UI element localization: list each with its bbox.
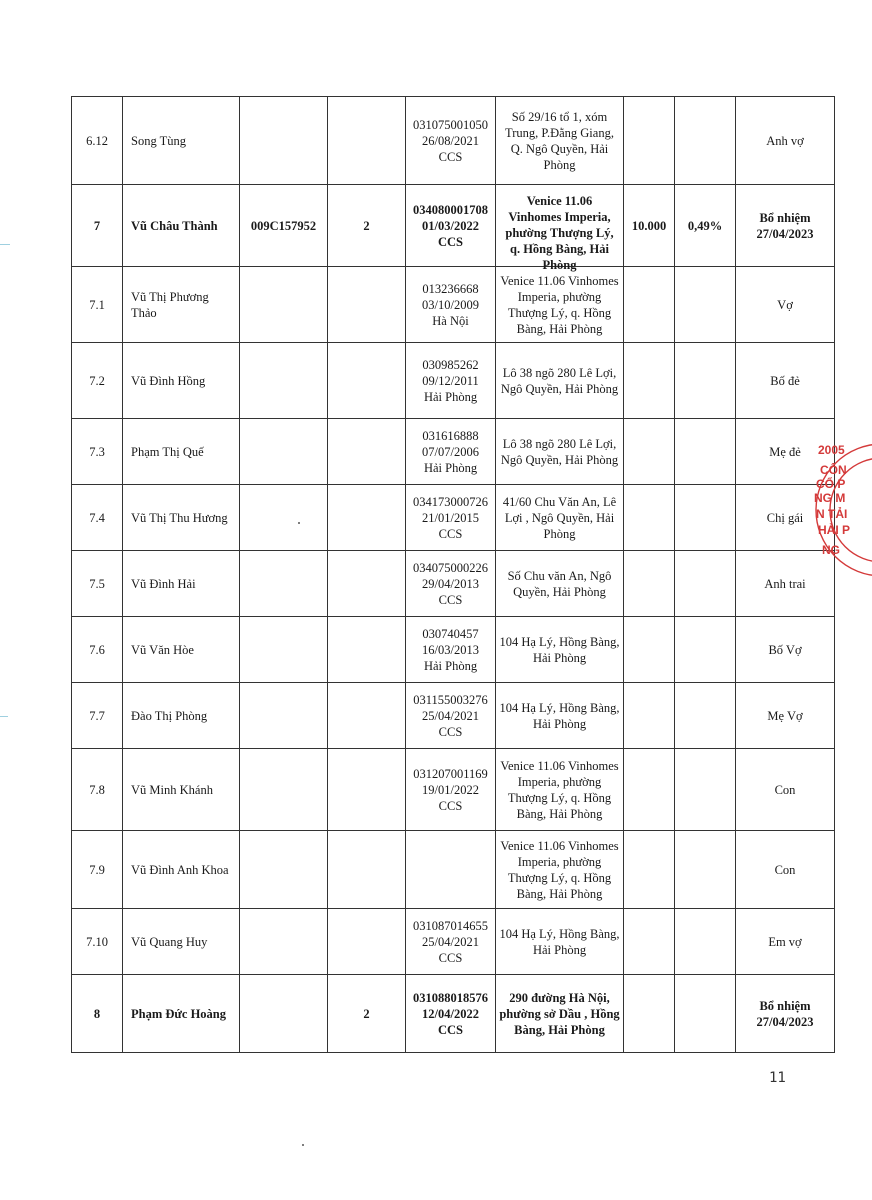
- address-text: Số Chu văn An, Ngô Quyền, Hải Phòng: [507, 568, 612, 599]
- person-name: Vũ Quang Huy: [131, 934, 208, 949]
- address-text: Lô 38 ngõ 280 Lê Lợi, Ngô Quyền, Hải Phòng: [500, 436, 619, 467]
- row-number-cell: [72, 909, 123, 975]
- issue-place: CCS: [438, 950, 463, 965]
- id-document-cell: [406, 749, 496, 831]
- scan-speck: [302, 1144, 304, 1146]
- id-document-cell: [406, 551, 496, 617]
- account-cell: [240, 267, 328, 343]
- issue-date: 01/03/2022: [422, 218, 479, 233]
- relationship-text: Bố đẻ: [770, 373, 800, 388]
- issue-place: CCS: [437, 1022, 463, 1037]
- name-cell: [123, 343, 240, 419]
- name-cell: [123, 419, 240, 485]
- quantity-cell: [328, 683, 406, 749]
- issue-place: CCS: [438, 798, 463, 813]
- person-name: Vũ Thị Phương Thảo: [131, 289, 209, 320]
- name-cell: [123, 909, 240, 975]
- relationship-text: Anh trai: [764, 576, 806, 591]
- issue-place: Hải Phòng: [423, 658, 478, 673]
- person-name: Vũ Thị Thu Hương: [131, 510, 228, 525]
- shares-cell: [624, 97, 675, 185]
- person-name: Vũ Minh Khánh: [131, 782, 213, 797]
- issue-date: 25/04/2021: [422, 708, 479, 723]
- relation-cell: [736, 683, 835, 749]
- relation-cell: [736, 975, 835, 1053]
- person-name: Vũ Đình Hải: [131, 576, 196, 591]
- percentage-cell: [675, 485, 736, 551]
- id-document-cell: [406, 343, 496, 419]
- address-text: Venice 11.06 Vinhomes Imperia, phường Thượng Lý, q. Hồng Bàng, Hải Phòng: [505, 193, 614, 272]
- shares-cell: [624, 343, 675, 419]
- address-text: Lô 38 ngõ 280 Lê Lợi, Ngô Quyền, Hải Phòng: [500, 365, 619, 396]
- shares-cell: [624, 551, 675, 617]
- row-number: 7.6: [89, 642, 105, 657]
- row-number-cell: [72, 683, 123, 749]
- relation-cell: [736, 343, 835, 419]
- address-text: Venice 11.06 Vinhomes Imperia, phường Thượng Lý, q. Hồng Bàng, Hải Phòng: [500, 758, 619, 821]
- id-number: 034075000226: [413, 560, 488, 575]
- relationship-text: Mẹ đẻ: [769, 444, 801, 459]
- id-number: 031075001050: [413, 117, 488, 132]
- row-number: 7.7: [89, 708, 105, 723]
- quantity-cell: [328, 617, 406, 683]
- table-row: [72, 551, 835, 617]
- account-cell: [240, 617, 328, 683]
- issue-place: CCS: [438, 526, 463, 541]
- person-name: Phạm Đức Hoàng: [131, 1006, 227, 1021]
- relationship-text: Con: [774, 862, 796, 877]
- name-cell: [123, 617, 240, 683]
- relationship-text: Con: [774, 782, 796, 797]
- person-name: Vũ Đình Anh Khoa: [131, 862, 229, 877]
- relation-cell: [736, 909, 835, 975]
- address-cell: [496, 975, 624, 1053]
- table-row: [72, 267, 835, 343]
- relationship-text: Bổ nhiệm 27/04/2023: [756, 998, 814, 1029]
- relationship-text: Chị gái: [766, 510, 804, 525]
- shares-cell: [624, 185, 675, 267]
- address-text: 290 đường Hà Nội, phường sở Dầu , Hồng Bàng, Hải Phòng: [499, 990, 620, 1037]
- name-cell: [123, 683, 240, 749]
- id-document-cell: [406, 419, 496, 485]
- address-text: 104 Hạ Lý, Hồng Bàng, Hải Phòng: [499, 700, 620, 731]
- address-cell: [496, 831, 624, 909]
- table-row: [72, 617, 835, 683]
- row-number: 7.5: [89, 576, 105, 591]
- id-document-cell: [406, 909, 496, 975]
- row-number-cell: [72, 831, 123, 909]
- row-number: 6.12: [86, 133, 108, 148]
- address-text: Venice 11.06 Vinhomes Imperia, phường Thượng Lý, q. Hồng Bàng, Hải Phòng: [500, 838, 619, 901]
- issue-date: 09/12/2011: [422, 373, 479, 388]
- shares-cell: [624, 267, 675, 343]
- name-cell: [123, 975, 240, 1053]
- account-cell: [240, 831, 328, 909]
- ownership-percentage: 0,49%: [687, 218, 723, 233]
- quantity-cell: [328, 831, 406, 909]
- name-cell: [123, 485, 240, 551]
- relation-cell: [736, 97, 835, 185]
- id-number: 013236668: [422, 281, 479, 296]
- address-text: Venice 11.06 Vinhomes Imperia, phường Thượng Lý, q. Hồng Bàng, Hải Phòng: [500, 273, 619, 336]
- quantity-cell: [328, 343, 406, 419]
- address-cell: [496, 551, 624, 617]
- percentage-cell: [675, 185, 736, 267]
- account-cell: [240, 97, 328, 185]
- account-cell: [240, 975, 328, 1053]
- relation-cell: [736, 185, 835, 267]
- relation-cell: [736, 267, 835, 343]
- row-number-cell: [72, 419, 123, 485]
- address-cell: [496, 617, 624, 683]
- quantity-cell: [328, 551, 406, 617]
- account-cell: [240, 909, 328, 975]
- table-body: [72, 97, 835, 1053]
- shares-cell: [624, 749, 675, 831]
- shareholder-table: [71, 96, 835, 1053]
- percentage-cell: [675, 551, 736, 617]
- quantity-value: 2: [363, 1006, 370, 1021]
- row-number: 8: [93, 1006, 101, 1021]
- issue-place: CCS: [438, 592, 463, 607]
- quantity-cell: [328, 749, 406, 831]
- account-cell: [240, 343, 328, 419]
- stamp-text-line: 2005: [818, 443, 845, 457]
- account-cell: [240, 749, 328, 831]
- quantity-cell: [328, 909, 406, 975]
- person-name: Đào Thị Phòng: [131, 708, 208, 723]
- address-cell: [496, 683, 624, 749]
- scan-margin-mark: [0, 716, 8, 717]
- id-document-cell: [406, 831, 496, 909]
- scan-margin-mark: [0, 244, 10, 245]
- shares-cell: [624, 909, 675, 975]
- row-number: 7.1: [89, 297, 105, 312]
- row-number-cell: [72, 617, 123, 683]
- issue-date: 21/01/2015: [422, 510, 479, 525]
- id-document-cell: [406, 975, 496, 1053]
- person-name: Vũ Châu Thành: [131, 218, 218, 233]
- percentage-cell: [675, 267, 736, 343]
- percentage-cell: [675, 343, 736, 419]
- id-number: 030985262: [422, 357, 479, 372]
- name-cell: [123, 831, 240, 909]
- row-number-cell: [72, 267, 123, 343]
- shares-cell: [624, 831, 675, 909]
- row-number: 7.4: [89, 510, 105, 525]
- id-document-cell: [406, 185, 496, 267]
- relationship-text: Mẹ Vợ: [767, 708, 803, 723]
- account-cell: [240, 485, 328, 551]
- issue-place: Hải Phòng: [423, 460, 478, 475]
- id-document-cell: [406, 267, 496, 343]
- scan-speck: [298, 522, 300, 524]
- id-number: 030740457: [422, 626, 479, 641]
- id-number: 031088018576: [413, 990, 488, 1005]
- relationship-text: Bổ nhiệm 27/04/2023: [756, 210, 814, 241]
- issue-date: 16/03/2013: [422, 642, 479, 657]
- person-name: Phạm Thị Quế: [131, 444, 204, 459]
- issue-date: 07/07/2006: [422, 444, 479, 459]
- quantity-cell: [328, 975, 406, 1053]
- securities-account: 009C157952: [250, 218, 317, 233]
- name-cell: [123, 97, 240, 185]
- table-row: [72, 683, 835, 749]
- address-cell: [496, 485, 624, 551]
- address-text: 41/60 Chu Văn An, Lê Lợi , Ngô Quyền, Hải Phòng: [502, 494, 617, 541]
- relation-cell: [736, 617, 835, 683]
- percentage-cell: [675, 749, 736, 831]
- issue-date: 03/10/2009: [422, 297, 479, 312]
- address-cell: [496, 909, 624, 975]
- table-row: [72, 749, 835, 831]
- id-document-cell: [406, 683, 496, 749]
- page-number: 11: [769, 1070, 786, 1086]
- percentage-cell: [675, 617, 736, 683]
- issue-date: 12/04/2022: [422, 1006, 479, 1021]
- row-number-cell: [72, 185, 123, 267]
- table-row: [72, 975, 835, 1053]
- account-cell: [240, 551, 328, 617]
- row-number: 7.3: [89, 444, 105, 459]
- row-number-cell: [72, 749, 123, 831]
- relationship-text: Vợ: [777, 297, 793, 312]
- quantity-cell: [328, 97, 406, 185]
- issue-place: CCS: [438, 724, 463, 739]
- row-number-cell: [72, 485, 123, 551]
- address-text: Số 29/16 tổ 1, xóm Trung, P.Đằng Giang, Q. Ngô Quyền, Hải Phòng: [505, 109, 614, 172]
- percentage-cell: [675, 975, 736, 1053]
- row-number: 7: [93, 218, 101, 233]
- row-number: 7.9: [89, 862, 105, 877]
- issue-place: CCS: [437, 234, 463, 249]
- relationship-text: Anh vợ: [766, 133, 804, 148]
- person-name: Song Tùng: [131, 133, 186, 148]
- table-row: [72, 485, 835, 551]
- company-seal-stamp: [812, 430, 872, 590]
- address-text: 104 Hạ Lý, Hồng Bàng, Hải Phòng: [499, 926, 620, 957]
- shares-cell: [624, 975, 675, 1053]
- row-number-cell: [72, 975, 123, 1053]
- person-name: Vũ Đình Hồng: [131, 373, 206, 388]
- stamp-text-line: N TẢI: [816, 507, 848, 521]
- address-cell: [496, 749, 624, 831]
- table-row: [72, 909, 835, 975]
- id-number: 031155003276: [413, 692, 488, 707]
- row-number: 7.10: [86, 934, 108, 949]
- relation-cell: [736, 749, 835, 831]
- address-cell: [496, 343, 624, 419]
- id-number: 031087014655: [413, 918, 488, 933]
- stamp-text-line: HẢI P: [818, 523, 851, 537]
- address-text: 104 Hạ Lý, Hồng Bàng, Hải Phòng: [499, 634, 620, 665]
- issue-date: 25/04/2021: [422, 934, 479, 949]
- name-cell: [123, 267, 240, 343]
- name-cell: [123, 551, 240, 617]
- row-number-cell: [72, 343, 123, 419]
- table-row: [72, 97, 835, 185]
- shares-owned: 10.000: [631, 218, 667, 233]
- account-cell: [240, 419, 328, 485]
- table-row: [72, 831, 835, 909]
- id-document-cell: [406, 485, 496, 551]
- issue-place: Hải Phòng: [423, 389, 478, 404]
- row-number-cell: [72, 551, 123, 617]
- issue-date: 26/08/2021: [422, 133, 479, 148]
- shares-cell: [624, 485, 675, 551]
- percentage-cell: [675, 909, 736, 975]
- shares-cell: [624, 617, 675, 683]
- id-number: 034080001708: [413, 202, 488, 217]
- address-cell: [496, 267, 624, 343]
- shares-cell: [624, 419, 675, 485]
- relationship-text: Bố Vợ: [768, 642, 802, 657]
- id-document-cell: [406, 617, 496, 683]
- id-number: 034173000726: [413, 494, 488, 509]
- relationship-text: Em vợ: [768, 934, 802, 949]
- address-cell: [496, 185, 624, 272]
- issue-place: Hà Nội: [432, 313, 469, 328]
- id-document-cell: [406, 97, 496, 185]
- stamp-text-line: NG: [822, 543, 840, 557]
- percentage-cell: [675, 683, 736, 749]
- table-row: [72, 185, 835, 267]
- issue-date: 19/01/2022: [422, 782, 479, 797]
- name-cell: [123, 749, 240, 831]
- quantity-value: 2: [363, 218, 370, 233]
- quantity-cell: [328, 485, 406, 551]
- id-number: 031207001169: [413, 766, 488, 781]
- percentage-cell: [675, 419, 736, 485]
- row-number: 7.8: [89, 782, 105, 797]
- address-cell: [496, 97, 624, 185]
- stamp-text-line: NG M: [814, 491, 846, 505]
- issue-date: 29/04/2013: [422, 576, 479, 591]
- row-number-cell: [72, 97, 123, 185]
- shares-cell: [624, 683, 675, 749]
- stamp-text-line: CỔ P: [816, 477, 846, 491]
- quantity-cell: [328, 267, 406, 343]
- quantity-cell: [328, 419, 406, 485]
- address-cell: [496, 419, 624, 485]
- percentage-cell: [675, 831, 736, 909]
- account-cell: [240, 185, 328, 267]
- person-name: Vũ Văn Hòe: [131, 642, 194, 657]
- percentage-cell: [675, 97, 736, 185]
- row-number: 7.2: [89, 373, 105, 388]
- table-row: [72, 419, 835, 485]
- table-row: [72, 343, 835, 419]
- stamp-text-line: CÔN: [820, 463, 847, 477]
- id-number: 031616888: [422, 428, 479, 443]
- name-cell: [123, 185, 240, 267]
- relation-cell: [736, 831, 835, 909]
- quantity-cell: [328, 185, 406, 267]
- account-cell: [240, 683, 328, 749]
- issue-place: CCS: [438, 149, 463, 164]
